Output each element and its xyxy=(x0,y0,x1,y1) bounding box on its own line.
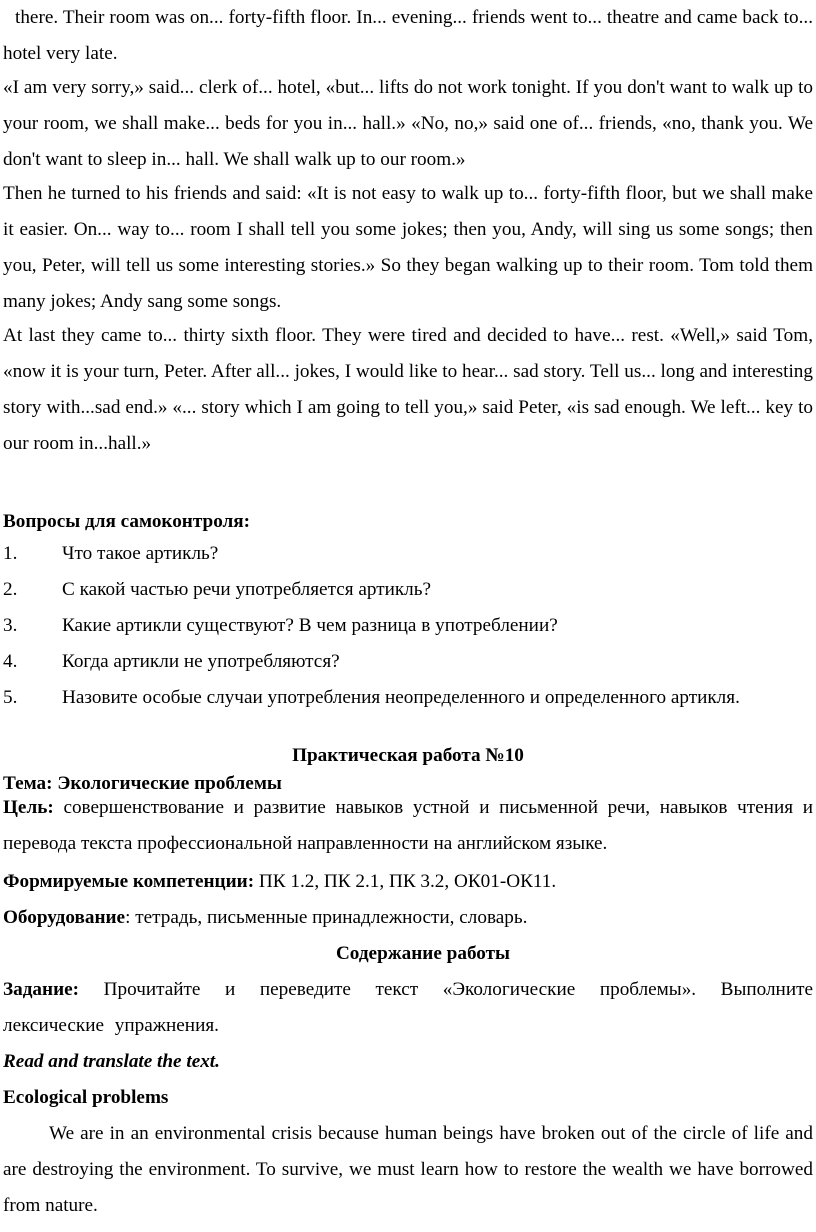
text-title-text: Ecological problems xyxy=(3,1087,169,1108)
question-text: Что такое артикль? xyxy=(62,543,219,564)
story-paragraph-1: there. Their room was on... forty-fifth floor. In... evening... friends went to... theatre and came back to... hotel very late. xyxy=(3,7,813,64)
goal-value: совершенствование и развитие навыков устной и письменной речи, навыков чтения и перевода текста профессиональной направленности на английском языке. xyxy=(3,797,813,854)
goal-paragraph xyxy=(3,790,813,862)
competencies-value: ПК 1.2, ПК 2.1, ПК 3.2, ОК01-ОК11. xyxy=(258,871,557,892)
topic-label: Тема: xyxy=(3,773,53,794)
question-number: 5. xyxy=(3,687,18,708)
topic-value: Экологические проблемы xyxy=(57,773,282,794)
question-number: 4. xyxy=(3,651,18,672)
instruction-text: Read and translate the text. xyxy=(3,1051,220,1072)
question-number: 2. xyxy=(3,579,18,600)
question-text: Когда артикли не употребляются? xyxy=(62,651,340,672)
task-label: Задание: xyxy=(3,979,80,1000)
questions-heading-text: Вопросы для самоконтроля: xyxy=(3,511,251,532)
task-paragraph xyxy=(3,972,813,1044)
equipment-line xyxy=(3,900,813,936)
question-text: Какие артикли существуют? В чем разница в употреблении? xyxy=(62,615,558,636)
task-value: Прочитайте и переведите текст «Экологические проблемы». Выполните лексические упражнения. xyxy=(3,979,813,1036)
goal-label: Цель: xyxy=(3,797,54,818)
question-number: 1. xyxy=(3,543,18,564)
instruction-line xyxy=(3,1044,813,1080)
equipment-value: : тетрадь, письменные принадлежности, словарь. xyxy=(125,907,528,928)
content-heading-text: Содержание работы xyxy=(335,943,511,964)
story-paragraph-3: Then he turned to his friends and said: «It is not easy to walk up to... forty-fifth floor, but we shall make it easier. On... way to... room I shall tell you some jokes; then you, Andy, will sing us some songs; then you, Peter, will tell us some interesting stories.» So they began walking up to their room. Tom told them many jokes; Andy sang some songs. xyxy=(3,183,813,312)
competencies-label: Формируемые компетенции: xyxy=(3,871,255,892)
content-heading xyxy=(0,936,816,972)
competencies-line xyxy=(3,864,813,900)
text-body-paragraph: We are in an environmental crisis because human beings have broken out of the circle of life and are destroying the environment. To survive, we must learn how to restore the wealth we have borrowed from nature. xyxy=(3,1123,813,1216)
story-paragraph-4: At last they came to... thirty sixth floor. They were tired and decided to have... rest. «Well,» said Tom, «now it is your turn, Peter. After all... jokes, I would like to hear... sad story. Tell us... long and interesting story with...sad end.» «... story which I am going to tell you,» said Peter, «is sad enough. We left... key to our room in...hall.» xyxy=(3,325,813,454)
questions-heading xyxy=(3,504,813,540)
question-text: С какой частью речи употребляется артикль? xyxy=(62,579,432,600)
question-text: Назовите особые случаи употребления неопределенного и определенного артикля. xyxy=(62,687,740,708)
practical-title-text: Практическая работа №10 xyxy=(292,745,524,766)
story-paragraph-2: «I am very sorry,» said... clerk of... hotel, «but... lifts do not work tonight. If you don't want to walk up to your room, we shall make... beds for you in... hall.» «No, no,» said one of... friends, «no, thank you. We don't want to sleep in... hall. We shall walk up to our room.» xyxy=(3,77,813,170)
text-title xyxy=(3,1080,813,1116)
question-number: 3. xyxy=(3,615,18,636)
equipment-label: Оборудование xyxy=(3,907,126,928)
